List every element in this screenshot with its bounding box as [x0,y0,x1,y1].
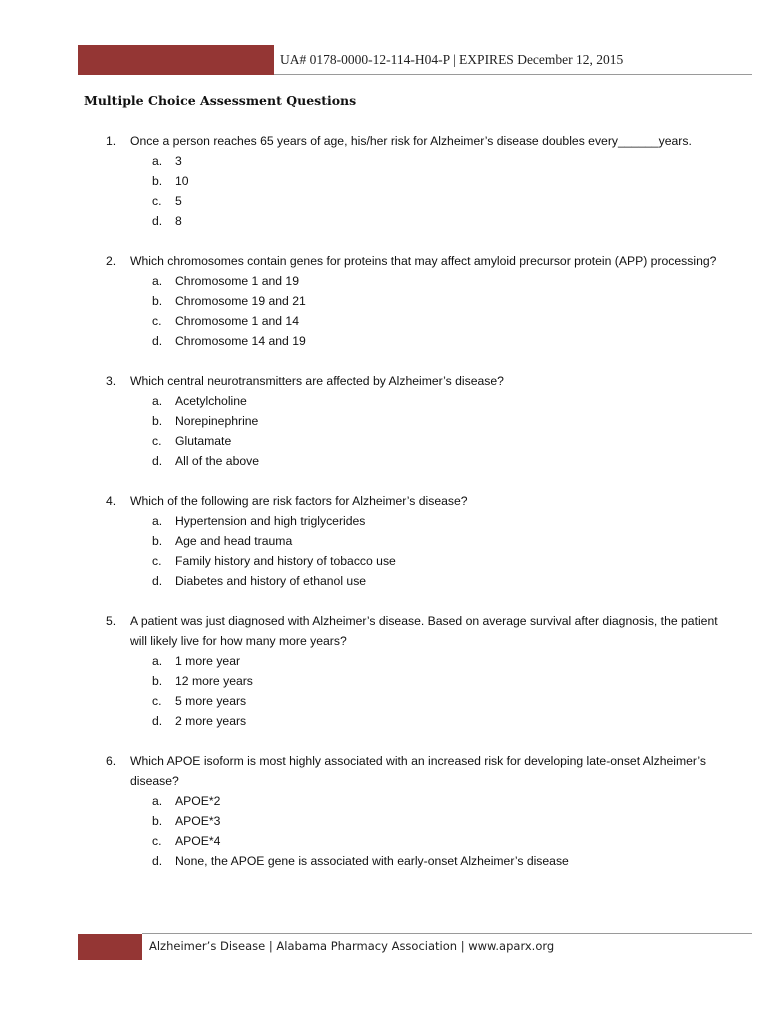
choice-letter: a. [152,794,163,808]
question-number: 3. [106,374,117,388]
question-5 [106,611,726,731]
choice-letter: b. [152,174,163,188]
choice-text: Chromosome 1 and 14 [175,314,299,328]
choice-letter: b. [152,414,163,428]
choice-list [106,651,726,731]
choice-letter: a. [152,394,163,408]
choice-list [106,511,726,591]
choice-list [106,271,726,351]
choice-list [106,391,726,471]
choice-item [106,391,726,411]
question-number: 6. [106,754,117,768]
question-list [106,131,726,891]
header-text-area [280,52,750,72]
choice-item [106,851,726,871]
question-number: 4. [106,494,117,508]
choice-letter: a. [152,154,163,168]
choice-text: 12 more years [175,674,253,688]
choice-letter: c. [152,694,162,708]
choice-text: 3 [175,154,182,168]
choice-item [106,171,726,191]
choice-text: Chromosome 19 and 21 [175,294,306,308]
choice-text: All of the above [175,454,260,468]
choice-text: 5 more years [175,694,247,708]
choice-item [106,511,726,531]
footer-accent-block [78,934,142,960]
choice-item [106,831,726,851]
question-number: 1. [106,134,117,148]
choice-item [106,191,726,211]
choice-text: APOE*4 [175,834,221,848]
choice-letter: c. [152,834,162,848]
choice-item [106,151,726,171]
header-text: UA# 0178-0000-12-114-H04-P | EXPIRES December 12, 2015 [280,52,624,67]
choice-item [106,571,726,591]
choice-item [106,451,726,471]
footer-text: Alzheimer’s Disease | Alabama Pharmacy Association | www.aparx.org [149,939,555,953]
choice-text: Glutamate [175,434,232,448]
question-text: Which central neurotransmitters are affected by Alzheimer’s disease? [130,374,504,388]
choice-item [106,671,726,691]
choice-letter: b. [152,814,163,828]
question-3 [106,371,726,471]
question-text: A patient was just diagnosed with Alzheimer’s disease. Based on average survival after diagnosis, the patient will likely live for how many more years? [130,614,718,648]
choice-item [106,291,726,311]
choice-text: Age and head trauma [175,534,293,548]
choice-item [106,531,726,551]
choice-letter: d. [152,334,163,348]
question-text: Once a person reaches 65 years of age, his/her risk for Alzheimer’s disease doubles every______years. [130,134,692,148]
choice-text: APOE*2 [175,794,221,808]
choice-text: Chromosome 1 and 19 [175,274,299,288]
choice-letter: a. [152,274,163,288]
question-text: Which APOE isoform is most highly associated with an increased risk for developing late-onset Alzheimer’s disease? [130,754,707,788]
choice-text: Hypertension and high triglycerides [175,514,366,528]
choice-letter: c. [152,434,162,448]
footer-rule [142,933,752,934]
choice-item [106,791,726,811]
question-number: 2. [106,254,117,268]
choice-list [106,791,726,871]
choice-letter: b. [152,534,163,548]
choice-item [106,211,726,231]
choice-item [106,651,726,671]
choice-letter: b. [152,674,163,688]
choice-item [106,271,726,291]
choice-item [106,311,726,331]
choice-text: 2 more years [175,714,247,728]
choice-item [106,411,726,431]
choice-item [106,711,726,731]
question-6 [106,751,726,871]
choice-letter: d. [152,214,163,228]
question-text: Which of the following are risk factors for Alzheimer’s disease? [130,494,468,508]
choice-text: None, the APOE gene is associated with early-onset Alzheimer’s disease [175,854,569,868]
choice-letter: a. [152,514,163,528]
choice-letter: c. [152,194,162,208]
choice-letter: d. [152,454,163,468]
header-accent-block [78,45,274,75]
choice-text: Family history and history of tobacco use [175,554,396,568]
choice-text: Chromosome 14 and 19 [175,334,306,348]
choice-letter: d. [152,714,163,728]
choice-item [106,691,726,711]
question-2 [106,251,726,351]
choice-letter: c. [152,314,162,328]
question-text: Which chromosomes contain genes for proteins that may affect amyloid precursor protein (APP) processing? [130,254,717,268]
choice-text: 8 [175,214,182,228]
question-4 [106,491,726,591]
choice-letter: a. [152,654,163,668]
choice-text: Norepinephrine [175,414,259,428]
choice-text: Diabetes and history of ethanol use [175,574,367,588]
choice-letter: c. [152,554,162,568]
question-1 [106,131,726,231]
page-title: Multiple Choice Assessment Questions [84,93,357,108]
choice-item [106,811,726,831]
choice-letter: d. [152,574,163,588]
choice-text: APOE*3 [175,814,221,828]
choice-list [106,151,726,231]
question-number: 5. [106,614,117,628]
choice-item [106,551,726,571]
choice-text: 5 [175,194,182,208]
choice-item [106,331,726,351]
choice-letter: d. [152,854,163,868]
choice-text: Acetylcholine [175,394,247,408]
choice-item [106,431,726,451]
choice-text: 1 more year [175,654,241,668]
header-rule [274,74,752,75]
choice-text: 10 [175,174,189,188]
choice-letter: b. [152,294,163,308]
